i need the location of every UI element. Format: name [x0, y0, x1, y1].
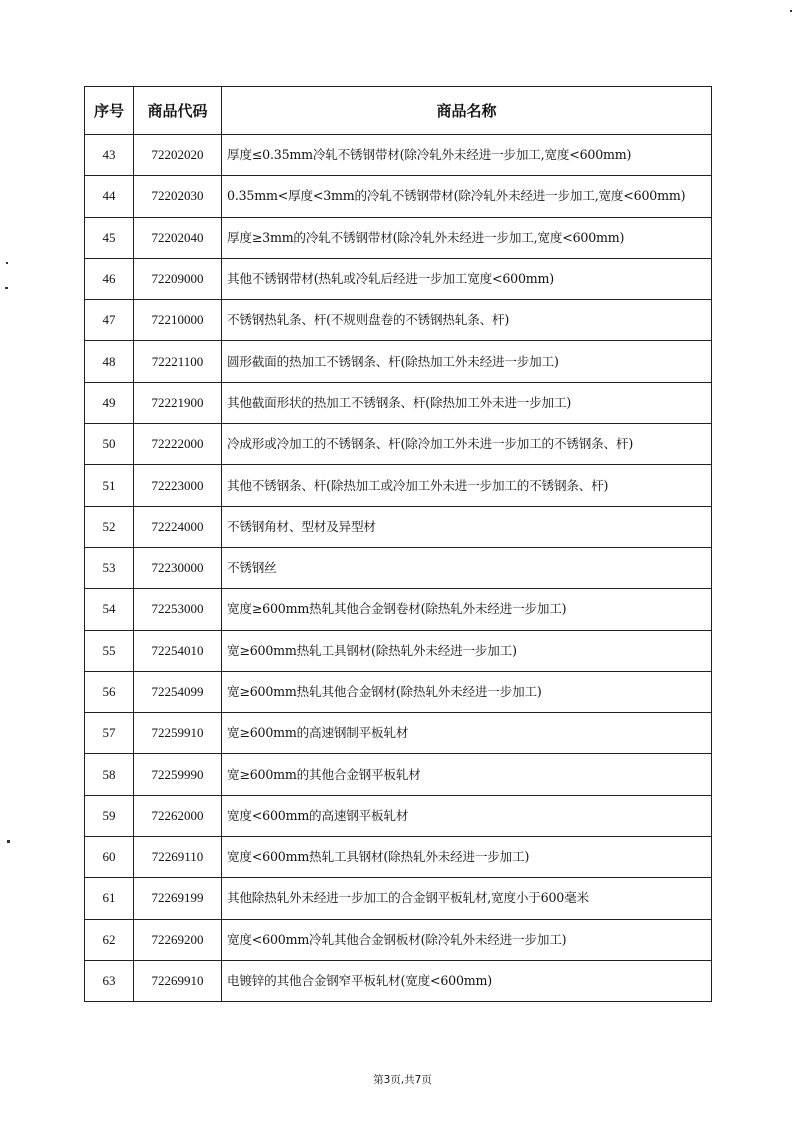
goods-name-cell: 宽≥600mm热轧工具钢材(除热轧外未经进一步加工) — [222, 630, 712, 671]
goods-list-table-container — [84, 86, 711, 1002]
serial-number-cell: 45 — [85, 217, 134, 258]
table-row — [85, 919, 712, 960]
goods-name-cell: 0.35mm<厚度<3mm的冷轧不锈钢带材(除冷轧外未经进一步加工,宽度<600mm) — [222, 176, 712, 217]
serial-number-cell: 47 — [85, 300, 134, 341]
table-row — [85, 960, 712, 1001]
table-row — [85, 300, 712, 341]
goods-name-cell: 宽度<600mm冷轧其他合金钢板材(除冷轧外未经进一步加工) — [222, 919, 712, 960]
table-row — [85, 547, 712, 588]
table-row — [85, 837, 712, 878]
table-row — [85, 671, 712, 712]
goods-code-cell: 72224000 — [134, 506, 222, 547]
serial-number-cell: 63 — [85, 960, 134, 1001]
goods-code-cell: 72262000 — [134, 795, 222, 836]
goods-name-cell: 圆形截面的热加工不锈钢条、杆(除热加工外未经进一步加工) — [222, 341, 712, 382]
goods-name-cell: 其他不锈钢条、杆(除热加工或冷加工外未进一步加工的不锈钢条、杆) — [222, 465, 712, 506]
serial-number-cell: 44 — [85, 176, 134, 217]
goods-code-cell: 72230000 — [134, 547, 222, 588]
goods-code-cell: 72202020 — [134, 135, 222, 176]
goods-name-cell: 电镀锌的其他合金钢窄平板轧材(宽度<600mm) — [222, 960, 712, 1001]
table-row — [85, 424, 712, 465]
goods-list-table — [84, 86, 712, 1002]
goods-name-cell: 宽度≥600mm热轧其他合金钢卷材(除热轧外未经进一步加工) — [222, 589, 712, 630]
serial-number-cell: 52 — [85, 506, 134, 547]
goods-code-cell: 72254010 — [134, 630, 222, 671]
serial-number-cell: 43 — [85, 135, 134, 176]
goods-code-cell: 72269910 — [134, 960, 222, 1001]
goods-name-cell: 宽度<600mm的高速钢平板轧材 — [222, 795, 712, 836]
header-goods-code: 商品代码 — [134, 87, 222, 135]
goods-code-cell: 72210000 — [134, 300, 222, 341]
table-body — [85, 135, 712, 1002]
goods-code-cell: 72202030 — [134, 176, 222, 217]
scan-speck — [6, 262, 8, 264]
header-serial-number: 序号 — [85, 87, 134, 135]
goods-name-cell: 其他除热轧外未经进一步加工的合金钢平板轧材,宽度小于600毫米 — [222, 878, 712, 919]
goods-code-cell: 72202040 — [134, 217, 222, 258]
serial-number-cell: 53 — [85, 547, 134, 588]
serial-number-cell: 49 — [85, 382, 134, 423]
table-row — [85, 465, 712, 506]
table-row — [85, 135, 712, 176]
serial-number-cell: 59 — [85, 795, 134, 836]
table-row — [85, 258, 712, 299]
goods-name-cell: 其他截面形状的热加工不锈钢条、杆(除热加工外未进一步加工) — [222, 382, 712, 423]
serial-number-cell: 50 — [85, 424, 134, 465]
serial-number-cell: 56 — [85, 671, 134, 712]
goods-name-cell: 不锈钢角材、型材及异型材 — [222, 506, 712, 547]
serial-number-cell: 58 — [85, 754, 134, 795]
goods-code-cell: 72221100 — [134, 341, 222, 382]
goods-name-cell: 不锈钢热轧条、杆(不规则盘卷的不锈钢热轧条、杆) — [222, 300, 712, 341]
goods-name-cell: 冷成形或冷加工的不锈钢条、杆(除冷加工外未进一步加工的不锈钢条、杆) — [222, 424, 712, 465]
goods-code-cell: 72221900 — [134, 382, 222, 423]
goods-name-cell: 宽≥600mm的其他合金钢平板轧材 — [222, 754, 712, 795]
table-row — [85, 589, 712, 630]
goods-code-cell: 72222000 — [134, 424, 222, 465]
goods-code-cell: 72259990 — [134, 754, 222, 795]
table-row — [85, 630, 712, 671]
goods-code-cell: 72269199 — [134, 878, 222, 919]
goods-name-cell: 厚度≤0.35mm冷轧不锈钢带材(除冷轧外未经进一步加工,宽度<600mm) — [222, 135, 712, 176]
scan-speck — [790, 10, 792, 12]
serial-number-cell: 51 — [85, 465, 134, 506]
table-row — [85, 713, 712, 754]
goods-code-cell: 72254099 — [134, 671, 222, 712]
table-row — [85, 754, 712, 795]
table-row — [85, 878, 712, 919]
scan-speck — [5, 287, 8, 289]
goods-name-cell: 不锈钢丝 — [222, 547, 712, 588]
serial-number-cell: 57 — [85, 713, 134, 754]
serial-number-cell: 61 — [85, 878, 134, 919]
page-number-footer: 第3页,共7页 — [373, 1074, 432, 1086]
serial-number-cell: 62 — [85, 919, 134, 960]
scan-speck — [7, 840, 10, 843]
serial-number-cell: 54 — [85, 589, 134, 630]
goods-code-cell: 72269110 — [134, 837, 222, 878]
table-row — [85, 176, 712, 217]
goods-code-cell: 72209000 — [134, 258, 222, 299]
table-row — [85, 217, 712, 258]
goods-name-cell: 宽≥600mm的高速钢制平板轧材 — [222, 713, 712, 754]
header-goods-name: 商品名称 — [222, 87, 712, 135]
table-row — [85, 382, 712, 423]
goods-code-cell: 72253000 — [134, 589, 222, 630]
table-header-row — [85, 87, 712, 135]
goods-name-cell: 宽度<600mm热轧工具钢材(除热轧外未经进一步加工) — [222, 837, 712, 878]
goods-code-cell: 72269200 — [134, 919, 222, 960]
table-row — [85, 341, 712, 382]
goods-name-cell: 其他不锈钢带材(热轧或冷轧后经进一步加工宽度<600mm) — [222, 258, 712, 299]
goods-code-cell: 72223000 — [134, 465, 222, 506]
table-row — [85, 506, 712, 547]
goods-name-cell: 厚度≥3mm的冷轧不锈钢带材(除冷轧外未经进一步加工,宽度<600mm) — [222, 217, 712, 258]
table-row — [85, 795, 712, 836]
serial-number-cell: 60 — [85, 837, 134, 878]
serial-number-cell: 48 — [85, 341, 134, 382]
serial-number-cell: 46 — [85, 258, 134, 299]
goods-name-cell: 宽≥600mm热轧其他合金钢材(除热轧外未经进一步加工) — [222, 671, 712, 712]
serial-number-cell: 55 — [85, 630, 134, 671]
goods-code-cell: 72259910 — [134, 713, 222, 754]
